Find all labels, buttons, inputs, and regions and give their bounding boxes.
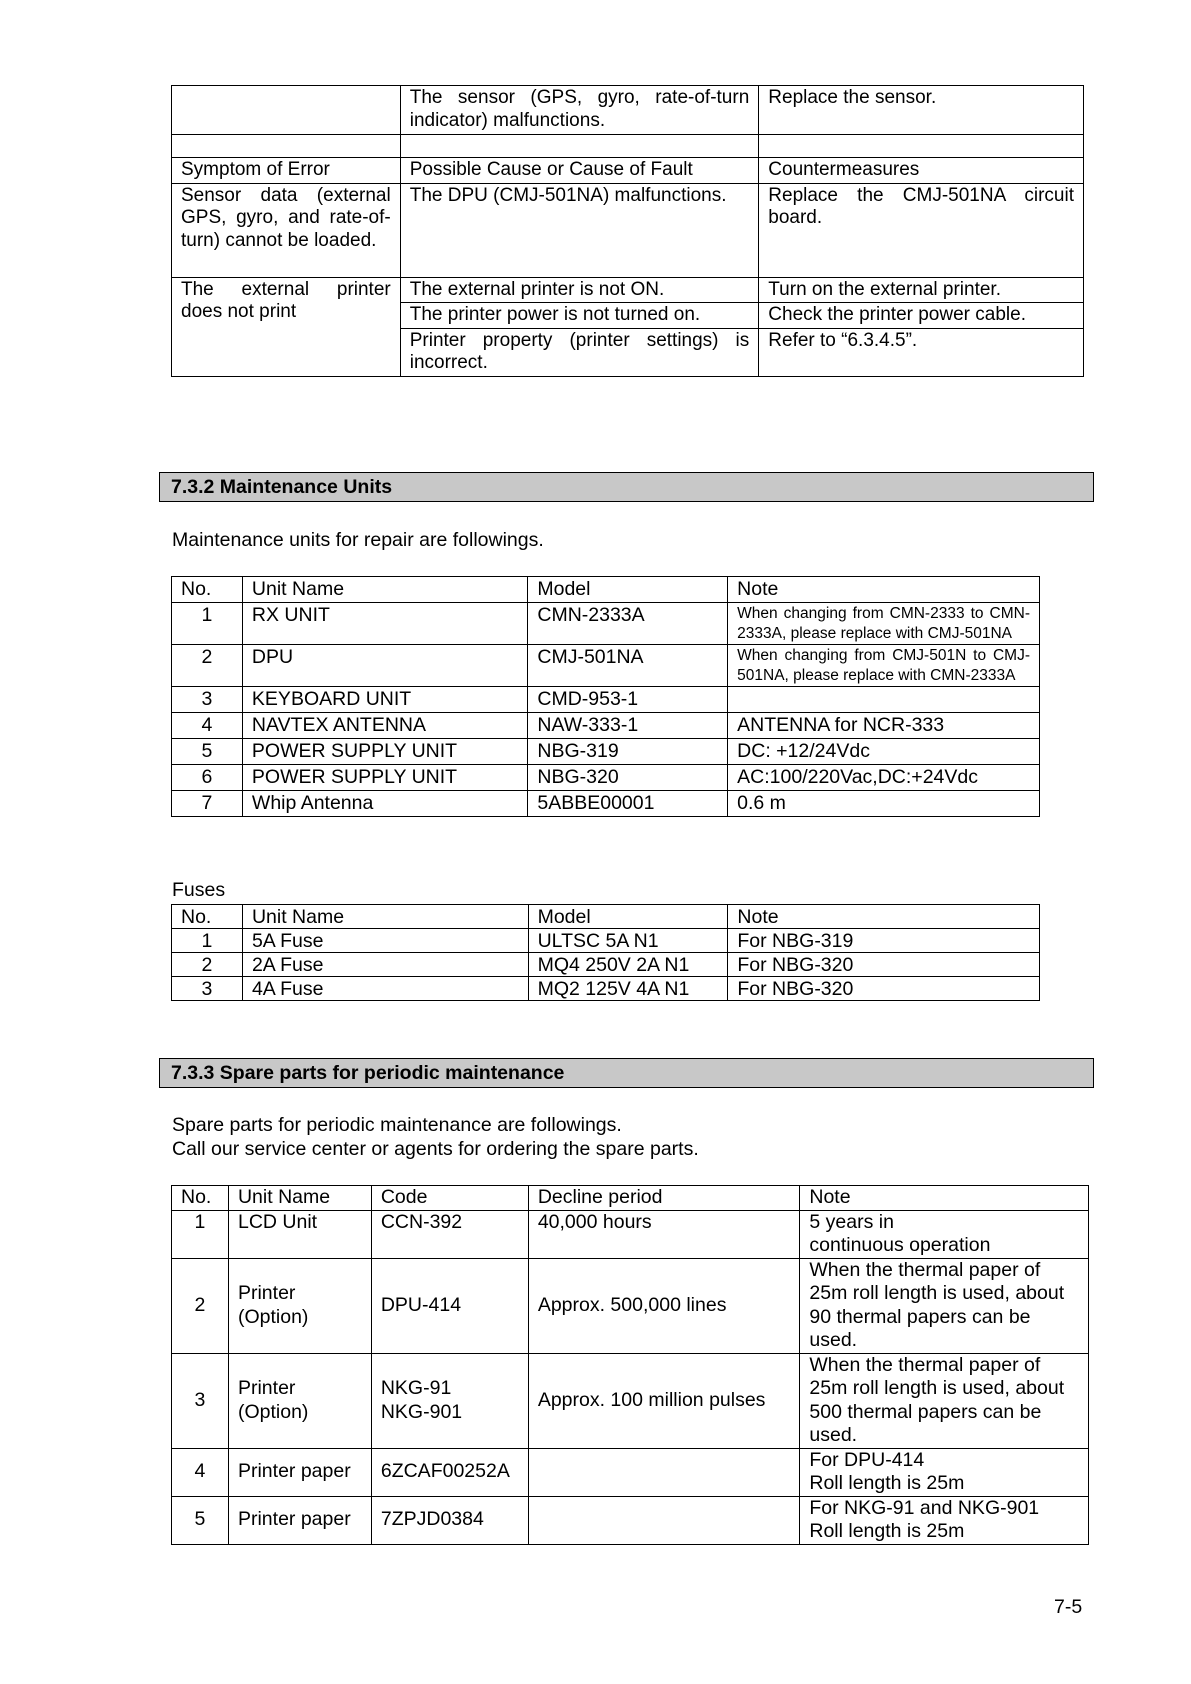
part-name: LCD Unit bbox=[228, 1210, 371, 1258]
page-number: 7-5 bbox=[1054, 1596, 1083, 1618]
unit-no: 4 bbox=[172, 713, 243, 739]
cause-cell: The external printer is not ON. bbox=[400, 277, 759, 303]
fuse-name: 5A Fuse bbox=[242, 929, 528, 953]
part-code: CCN-392 bbox=[371, 1210, 528, 1258]
part-name: Printer paper bbox=[228, 1448, 371, 1496]
unit-no: 7 bbox=[172, 791, 243, 817]
countermeasure-cell: Turn on the external printer. bbox=[759, 277, 1084, 303]
table-row bbox=[172, 1258, 1089, 1353]
fuse-no: 3 bbox=[172, 977, 243, 1001]
table-row bbox=[172, 1496, 1089, 1544]
table-row bbox=[172, 791, 1040, 817]
unit-note: ANTENNA for NCR-333 bbox=[728, 713, 1040, 739]
header-no: No. bbox=[172, 577, 243, 603]
header-model: Model bbox=[528, 577, 728, 603]
part-no: 3 bbox=[172, 1353, 229, 1448]
table-row bbox=[172, 1210, 1089, 1258]
header-unit-name: Unit Name bbox=[242, 577, 527, 603]
table-row bbox=[172, 277, 1084, 303]
table-row bbox=[172, 713, 1040, 739]
part-code: DPU-414 bbox=[371, 1258, 528, 1353]
unit-no: 2 bbox=[172, 645, 243, 687]
unit-name: RX UNIT bbox=[242, 603, 527, 645]
table-row bbox=[172, 765, 1040, 791]
table-row bbox=[172, 687, 1040, 713]
unit-model: NBG-319 bbox=[528, 739, 728, 765]
part-name: Printer (Option) bbox=[228, 1353, 371, 1448]
section-732-intro: Maintenance units for repair are followings. bbox=[172, 529, 544, 551]
countermeasure-cell: Replace the sensor. bbox=[759, 86, 1084, 135]
header-no: No. bbox=[172, 905, 243, 929]
part-name: Printer paper bbox=[228, 1496, 371, 1544]
table-row bbox=[172, 953, 1040, 977]
section-733-intro-2: Call our service center or agents for ordering the spare parts. bbox=[172, 1138, 699, 1160]
header-note: Note bbox=[800, 1186, 1089, 1211]
table-row bbox=[172, 1448, 1089, 1496]
unit-model: 5ABBE00001 bbox=[528, 791, 728, 817]
header-note: Note bbox=[728, 905, 1040, 929]
header-model: Model bbox=[528, 905, 728, 929]
unit-no: 5 bbox=[172, 739, 243, 765]
part-name: Printer (Option) bbox=[228, 1258, 371, 1353]
section-heading-733: 7.3.3 Spare parts for periodic maintenance bbox=[159, 1058, 1094, 1088]
part-period bbox=[528, 1448, 800, 1496]
fuse-note: For NBG-320 bbox=[728, 953, 1040, 977]
symptom-cell: The external printer does not print bbox=[172, 277, 401, 376]
table-header-row bbox=[172, 905, 1040, 929]
cause-cell: The sensor (GPS, gyro, rate-of-turn indicator) malfunctions. bbox=[400, 86, 759, 135]
table-row bbox=[172, 977, 1040, 1001]
part-note: For NKG-91 and NKG-901 Roll length is 25m bbox=[800, 1496, 1089, 1544]
table-row bbox=[172, 645, 1040, 687]
section-733-intro-1: Spare parts for periodic maintenance are followings. bbox=[172, 1114, 622, 1136]
part-period bbox=[528, 1496, 800, 1544]
table-row bbox=[172, 86, 1084, 135]
part-no: 1 bbox=[172, 1210, 229, 1258]
unit-model: CMD-953-1 bbox=[528, 687, 728, 713]
fuse-model: MQ2 125V 4A N1 bbox=[528, 977, 728, 1001]
table-row bbox=[172, 929, 1040, 953]
fuse-model: MQ4 250V 2A N1 bbox=[528, 953, 728, 977]
unit-note: AC:100/220Vac,DC:+24Vdc bbox=[728, 765, 1040, 791]
header-unit-name: Unit Name bbox=[242, 905, 528, 929]
fuse-no: 1 bbox=[172, 929, 243, 953]
table-row bbox=[172, 1353, 1089, 1448]
cause-cell: The printer power is not turned on. bbox=[400, 303, 759, 329]
unit-no: 1 bbox=[172, 603, 243, 645]
symptom-cell: Sensor data (external GPS, gyro, and rate-of-turn) cannot be loaded. bbox=[172, 183, 401, 277]
part-code: NKG-91 NKG-901 bbox=[371, 1353, 528, 1448]
unit-model: CMN-2333A bbox=[528, 603, 728, 645]
unit-name: KEYBOARD UNIT bbox=[242, 687, 527, 713]
fuses-table bbox=[171, 904, 1040, 1001]
header-code: Code bbox=[371, 1186, 528, 1211]
section-heading-732: 7.3.2 Maintenance Units bbox=[159, 472, 1094, 502]
unit-no: 3 bbox=[172, 687, 243, 713]
countermeasure-cell: Check the printer power cable. bbox=[759, 303, 1084, 329]
table-header-row bbox=[172, 577, 1040, 603]
table-row bbox=[172, 183, 1084, 277]
unit-model: NBG-320 bbox=[528, 765, 728, 791]
part-no: 2 bbox=[172, 1258, 229, 1353]
unit-note: 0.6 m bbox=[728, 791, 1040, 817]
header-no: No. bbox=[172, 1186, 229, 1211]
fuse-note: For NBG-319 bbox=[728, 929, 1040, 953]
part-note: When the thermal paper of 25m roll length is used, about 90 thermal papers can be used. bbox=[800, 1258, 1089, 1353]
fuses-label: Fuses bbox=[172, 879, 226, 901]
cause-cell: The DPU (CMJ-501NA) malfunctions. bbox=[400, 183, 759, 277]
unit-note: DC: +12/24Vdc bbox=[728, 739, 1040, 765]
header-countermeasure: Countermeasures bbox=[759, 158, 1084, 184]
part-no: 5 bbox=[172, 1496, 229, 1544]
fuse-name: 4A Fuse bbox=[242, 977, 528, 1001]
unit-note bbox=[728, 687, 1040, 713]
unit-name: NAVTEX ANTENNA bbox=[242, 713, 527, 739]
part-code: 6ZCAF00252A bbox=[371, 1448, 528, 1496]
maintenance-units-table bbox=[171, 576, 1040, 817]
header-unit-name: Unit Name bbox=[228, 1186, 371, 1211]
header-cause: Possible Cause or Cause of Fault bbox=[400, 158, 759, 184]
unit-note: When changing from CMJ-501N to CMJ-501NA, please replace with CMN-2333A bbox=[728, 645, 1040, 687]
part-note: For DPU-414 Roll length is 25m bbox=[800, 1448, 1089, 1496]
symptom-cell bbox=[172, 86, 401, 135]
fuse-note: For NBG-320 bbox=[728, 977, 1040, 1001]
unit-model: CMJ-501NA bbox=[528, 645, 728, 687]
table-row bbox=[172, 603, 1040, 645]
countermeasure-cell: Refer to “6.3.4.5”. bbox=[759, 328, 1084, 376]
spare-parts-table bbox=[171, 1185, 1089, 1545]
header-symptom: Symptom of Error bbox=[172, 158, 401, 184]
unit-no: 6 bbox=[172, 765, 243, 791]
part-no: 4 bbox=[172, 1448, 229, 1496]
table-header-row bbox=[172, 1186, 1089, 1211]
part-period: 40,000 hours bbox=[528, 1210, 800, 1258]
unit-note: When changing from CMN-2333 to CMN-2333A, please replace with CMJ-501NA bbox=[728, 603, 1040, 645]
header-note: Note bbox=[728, 577, 1040, 603]
part-period: Approx. 500,000 lines bbox=[528, 1258, 800, 1353]
table-row bbox=[172, 135, 1084, 158]
unit-name: POWER SUPPLY UNIT bbox=[242, 765, 527, 791]
part-period: Approx. 100 million pulses bbox=[528, 1353, 800, 1448]
header-decline-period: Decline period bbox=[528, 1186, 800, 1211]
unit-name: Whip Antenna bbox=[242, 791, 527, 817]
part-note: 5 years in continuous operation bbox=[800, 1210, 1089, 1258]
fuse-name: 2A Fuse bbox=[242, 953, 528, 977]
unit-name: DPU bbox=[242, 645, 527, 687]
unit-model: NAW-333-1 bbox=[528, 713, 728, 739]
fuse-model: ULTSC 5A N1 bbox=[528, 929, 728, 953]
part-code: 7ZPJD0384 bbox=[371, 1496, 528, 1544]
part-note: When the thermal paper of 25m roll length is used, about 500 thermal papers can be used. bbox=[800, 1353, 1089, 1448]
countermeasure-cell: Replace the CMJ-501NA circuit board. bbox=[759, 183, 1084, 277]
table-header-row bbox=[172, 158, 1084, 184]
cause-cell: Printer property (printer settings) is incorrect. bbox=[400, 328, 759, 376]
error-table bbox=[171, 85, 1084, 377]
unit-name: POWER SUPPLY UNIT bbox=[242, 739, 527, 765]
fuse-no: 2 bbox=[172, 953, 243, 977]
table-row bbox=[172, 739, 1040, 765]
